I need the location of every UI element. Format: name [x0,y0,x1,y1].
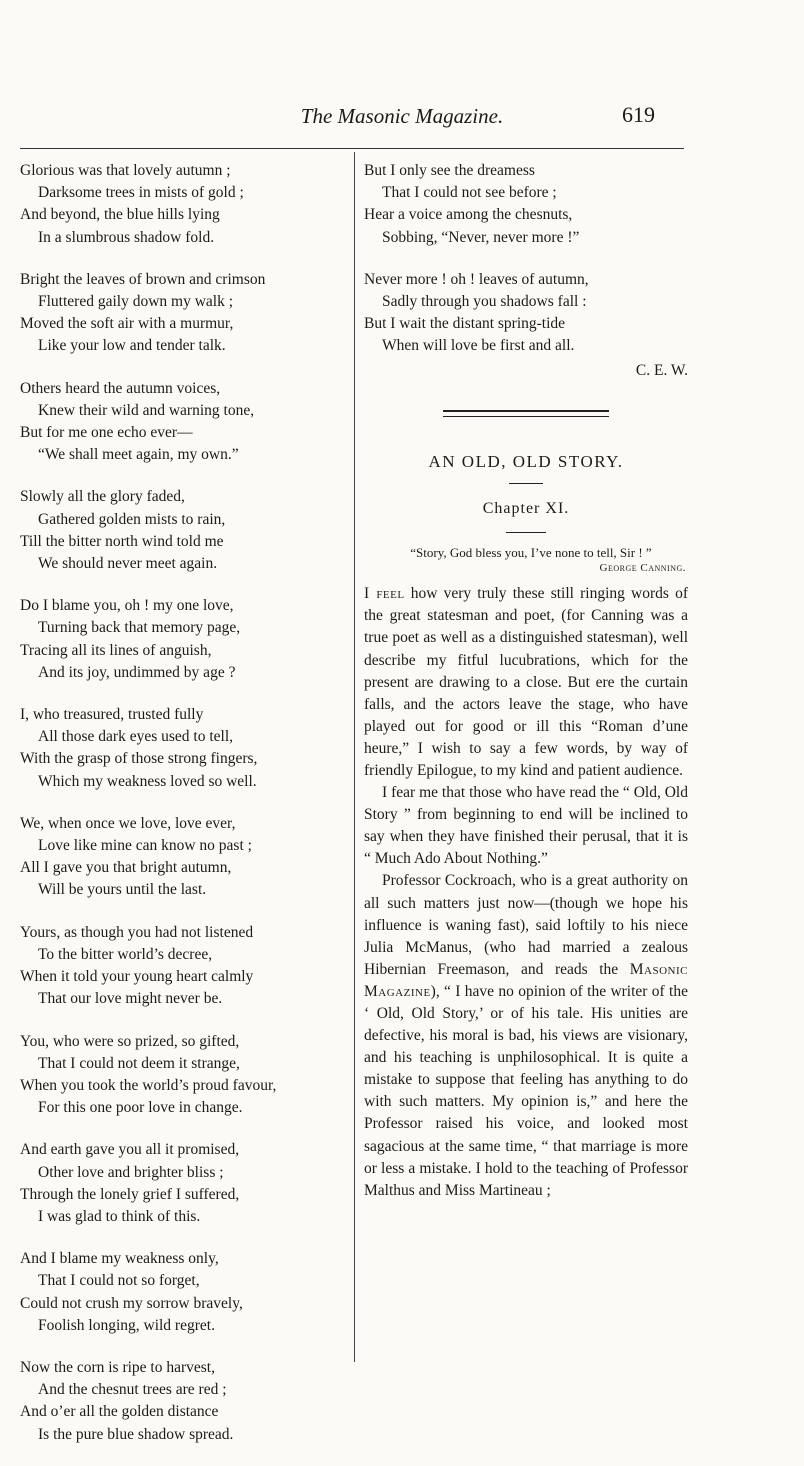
poem-line: Slowly all the glory faded, [20,488,185,506]
chapter-rule [506,532,546,533]
poem-line: Fluttered gaily down my walk ; [38,293,234,311]
header-rule [20,148,684,149]
poem-line: And its joy, undimmed by age ? [38,663,236,681]
poem-line: That I could not see before ; [382,184,557,202]
chapter-heading: Chapter XI. [482,500,570,518]
poem-line: Moved the soft air with a murmur, [20,315,234,333]
poem-line: Hear a voice among the chesnuts, [364,206,573,224]
poem-line: Gathered golden mists to rain, [38,510,226,528]
poem-line: We should never meet again. [38,555,218,573]
stanza [20,1248,350,1337]
poem-line: Sadly through you shadows fall : [382,293,587,311]
poem-line: That our love might never be. [38,990,223,1008]
drop-opening-words: I feel [364,585,405,603]
section-divider [443,410,609,417]
paragraph-3-text-b: ), “ I have no opinion of the writer of the ‘ Old, Old Story,’ or of his tale. His unities are defective, his moral is bad, his views are visionary, and his teaching is unphilosophical. It is quite a mistake to suppose that feeling has anything to do with such matters. My opinion is,” and here the Professor raised his voice, and looked most sagacious at the same time, “ that marriage is more or less a mistake. I hold to the teaching of Professor Malthus and Miss Martineau ; [364,982,688,1199]
epigraph: “Story, God bless you, I’ve none to tell, Sir ! ” [410,545,652,561]
title-rule [509,483,543,484]
stanza [20,269,350,358]
poem-line: Foolish longing, wild regret. [38,1316,215,1334]
poem-line: Never more ! oh ! leaves of autumn, [364,270,589,288]
poem-line: I was glad to think of this. [38,1207,201,1225]
poem-line: Glorious was that lovely autumn ; [20,162,231,179]
poem-line: All I gave you that bright autumn, [20,859,232,877]
poem-line: When it told your young heart calmly [20,968,254,986]
poem-line: And earth gave you all it promised, [20,1141,240,1159]
stanza [20,704,350,793]
poem-right-column [364,160,688,358]
story-paragraph-1 [364,583,688,782]
right-column [364,160,688,1202]
paragraph-1-text: how very truly these still ringing words of the great statesman and poet, (for Canning was a true poet as well as a distinguished statesman), well describe my fitful lucubrations, which for the present are drawing to a close. But ere the curtain falls, and the actors leave the stage, who have played out for good or ill this “Roman d’une heure,” I wish to say a few words, by way of friendly Epilogue, to my kind and patient audience. [364,585,688,779]
stanza [20,486,350,575]
poem-line: But I only see the dreamess [364,162,535,179]
poem-line: Bright the leaves of brown and crimson [20,270,266,288]
stanza [20,1357,350,1446]
stanza [20,1031,350,1120]
poem-line: With the grasp of those strong fingers, [20,750,258,768]
poem-line: You, who were so prized, so gifted, [20,1032,240,1050]
story-title: AN OLD, OLD STORY. [428,451,624,471]
poem-line: But I wait the distant spring-tide [364,315,566,333]
poem-line: Is the pure blue shadow spread. [38,1425,234,1443]
paragraph-3-text-a: Professor Cockroach, who is a great authority on all such matters just now—(though we hope his influence is waning fast), said loftily to his niece Julia McManus, (who had married a zealous Hibernian Freemason, and reads the [364,872,688,978]
poem-line: Knew their wild and warning tone, [38,401,255,419]
stanza [20,813,350,902]
poem-line: Turning back that memory page, [38,619,241,637]
poem-line: That I could not deem it strange, [38,1054,240,1072]
poem-line: When will love be first and all. [382,337,575,355]
poem-line: Through the lonely grief I suffered, [20,1185,240,1203]
poem-line: But for me one echo ever— [20,424,193,442]
column-divider [354,152,355,1362]
poem-line: And o’er all the golden distance [20,1403,219,1421]
story-paragraph-2: I fear me that those who have read the “ Old, Old Story ” from beginning to end will be inclined to say when they have finished their perusal, that it is “ Much Ado About Nothing.” [364,784,688,868]
poem-line: Will be yours until the last. [38,881,207,899]
poem-line: Darksome trees in mists of gold ; [38,184,244,202]
poem-line: For this one poor love in change. [38,1099,243,1117]
poem-signature: C. E. W. [635,361,688,379]
poem-line: Do I blame you, oh ! my one love, [20,597,234,615]
poem-line: To the bitter world’s decree, [38,945,213,963]
stanza [20,595,350,684]
poem-line: “We shall meet again, my own.” [38,446,239,464]
story-paragraph-3 [364,870,688,1201]
stanza [20,378,350,467]
stanza [364,160,688,249]
poem-line: Could not crush my sorrow bravely, [20,1294,243,1312]
poem-line: Till the bitter north wind told me [20,532,224,550]
stanza [20,922,350,1011]
poem-line: Sobbing, “Never, never more !” [382,228,580,246]
stanza [364,269,688,358]
magazine-name: Masonic Magazine [364,960,688,1000]
poem-line: We, when once we love, love ever, [20,814,236,832]
poem-line: And I blame my weakness only, [20,1250,219,1268]
poem-line: In a slumbrous shadow fold. [38,228,215,246]
poem-line: Others heard the autumn voices, [20,379,221,397]
poem-line: Tracing all its lines of anguish, [20,641,212,659]
page-title: The Masonic Magazine. [300,104,504,128]
poem-line: That I could not so forget, [38,1272,200,1290]
poem-line: Like your low and tender talk. [38,337,226,355]
poem-left-column [20,160,350,1466]
poem-line: Love like mine can know no past ; [38,837,252,855]
page-number: 619 [622,102,655,127]
poem-line: And beyond, the blue hills lying [20,206,220,224]
stanza [20,1139,350,1228]
epigraph-attribution: George Canning. [599,562,686,575]
poem-line: When you took the world’s proud favour, [20,1076,277,1094]
poem-line: Yours, as though you had not listened [20,923,254,941]
poem-line: And the chesnut trees are red ; [38,1381,227,1399]
poem-line: Which my weakness loved so well. [38,772,257,790]
stanza [20,160,350,249]
poem-line: Now the corn is ripe to harvest, [20,1358,215,1376]
poem-line: All those dark eyes used to tell, [38,728,233,746]
poem-line: Other love and brighter bliss ; [38,1163,224,1181]
poem-line: I, who treasured, trusted fully [20,706,204,724]
